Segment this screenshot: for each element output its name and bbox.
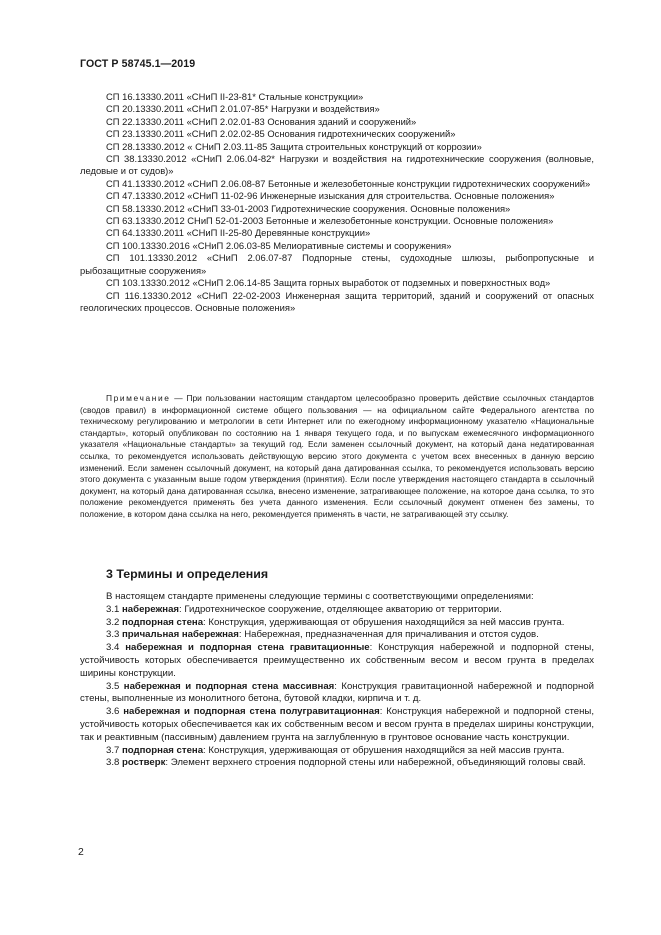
- term-number: 3.6: [106, 706, 120, 718]
- term-number: 3.8: [106, 757, 120, 769]
- reference-item: СП 28.13330.2012 « СНиП 2.03.11-85 Защита строительных конструкций от коррозии»: [106, 140, 482, 152]
- note-paragraph: [80, 393, 594, 521]
- term-number: 3.7: [106, 744, 120, 756]
- term-name: набережная: [122, 603, 180, 615]
- reference-item: СП 38.13330.2012 «СНиП 2.06.04-82* Нагрузки и воздействия на гидротехнические сооружения (волновые, ледовые и от судов)»: [80, 153, 594, 177]
- references-list: [80, 91, 594, 314]
- term-item: [80, 642, 594, 680]
- term-item: [80, 604, 594, 617]
- term-name: подпорная стена: [122, 616, 204, 628]
- reference-item: СП 103.13330.2012 «СНиП 2.06.14-85 Защита горных выработок от подземных и поверхностных вод»: [106, 277, 551, 289]
- term-number: 3.5: [106, 680, 120, 692]
- term-number: 3.3: [106, 629, 120, 641]
- term-name: набережная и подпорная стена гравитационные: [125, 642, 370, 654]
- term-definition: : Набережная, предназначенная для причаливания и отстоя судов.: [238, 629, 539, 641]
- term-item: [80, 745, 594, 758]
- reference-item: СП 116.13330.2012 «СНиП 22-02-2003 Инженерная защита территорий, зданий и сооружений от опасных геологических процессов. Основные положения»: [80, 289, 594, 313]
- reference-item: СП 63.13330.2012 СНиП 52-01-2003 Бетонные и железобетонные конструкции. Основные положения»: [106, 215, 554, 227]
- term-definition: : Гидротехническое сооружение, отделяющее акваторию от территории.: [179, 603, 502, 615]
- term-item: [80, 757, 594, 770]
- reference-item: СП 22.13330.2011 «СНиП 2.02.01-83 Основания зданий и сооружений»: [106, 115, 417, 127]
- reference-item: СП 23.13330.2011 «СНиП 2.02.02-85 Основания гидротехнических сооружений»: [106, 128, 456, 140]
- page-number: 2: [78, 847, 84, 858]
- reference-item: СП 64.13330.2011 «СНиП II-25-80 Деревянные конструкции»: [106, 227, 371, 239]
- term-item: [80, 681, 594, 707]
- section-title: 3 Термины и определения: [106, 567, 269, 581]
- term-name: ростверк: [122, 757, 166, 769]
- note-text: — При пользовании настоящим стандартом целесообразно проверить действие ссылочных стандартов (сводов правил) в информационной системе общего пользования — на официальном сайте Федерального агентства по техническому регулированию и метрологии в сети Интернет или по ежегодному информационному указателю «Национальные стандарты», который опубликован по состоянию на 1 января текущего года, и по выпускам ежемесячного информационного указателя «Национальные стандарты» за текущий год. Если заменен ссылочный документ, на который дана недатированная ссылка, то рекомендуется использовать действующую версию этого документа с учетом всех внесенных в данную версию изменений. Если заменен ссылочный документ, на который дана датированная ссылка, то рекомендуется использовать версию этого документа с указанным выше годом утверждения (принятия). Если после утверждения настоящего стандарта в ссылочный документ, на который дана датированная ссылка, внесено изменение, затрагивающее положение, на которое дана ссылка, то это положение рекомендуется применять без учета данного изменения. Если ссылочный документ отменен без замены, то положение, в котором дана ссылка на него, рекомендуется применять в части, не затрагивающей эту ссылку.: [80, 393, 594, 519]
- term-name: причальная набережная: [122, 629, 239, 641]
- term-name: набережная и подпорная стена полугравитационная: [123, 706, 380, 718]
- term-item: [80, 706, 594, 744]
- reference-item: СП 100.13330.2016 «СНиП 2.06.03-85 Мелиоративные системы и сооружения»: [106, 239, 452, 251]
- term-definition: : Конструкция, удерживающая от обрушения находящийся за ней массив грунта.: [203, 616, 565, 628]
- reference-item: СП 101.13330.2012 «СНиП 2.06.07-87 Подпорные стены, судоходные шлюзы, рыбопропускные и рыбозащитные сооружения»: [80, 252, 594, 276]
- terms-list: [80, 591, 594, 770]
- section-intro: В настоящем стандарте применены следующие термины с соответствующими определениями:: [106, 591, 534, 602]
- term-definition: : Конструкция набережной и подпорной стены, устойчивость которых обеспечивается как их собственным весом и весом грунта в пределах ширины конструкции, так и реактивным (пассивным) давлением грунта на заглубленную в грунтовое основание часть конструкции.: [80, 706, 594, 743]
- term-item: [80, 617, 594, 630]
- reference-item: СП 41.13330.2012 «СНиП 2.06.08-87 Бетонные и железобетонные конструкции гидротехнических сооружений»: [106, 177, 591, 189]
- document-header: ГОСТ Р 58745.1—2019: [80, 58, 196, 70]
- term-definition: : Конструкция, удерживающая от обрушения находящийся за ней массив грунта.: [203, 744, 565, 756]
- reference-item: СП 20.13330.2011 «СНиП 2.01.07-85* Нагрузки и воздействия»: [106, 103, 380, 115]
- term-number: 3.2: [106, 616, 120, 628]
- term-number: 3.4: [106, 642, 120, 654]
- term-definition: : Элемент верхнего строения подпорной стены или набережной, объединяющий головы свай.: [165, 757, 586, 769]
- note-label: Примечание: [106, 393, 171, 403]
- term-definition: : Конструкция набережной и подпорной стены, устойчивость которых обеспечивается преимущественно их собственным весом и весом грунта в пределах ширины конструкции.: [80, 642, 594, 679]
- term-item: [80, 629, 594, 642]
- term-number: 3.1: [106, 603, 120, 615]
- term-definition: : Конструкция гравитационной набережной и подпорной стены, выполненные из монолитного бетона, бутовой кладки, кирпича и т. д.: [80, 680, 594, 705]
- reference-item: СП 58.13330.2012 «СНиП 33-01-2003 Гидротехнические сооружения. Основные положения»: [106, 202, 511, 214]
- reference-item: СП 47.13330.2012 «СНиП 11-02-96 Инженерные изыскания для строительства. Основные положения»: [106, 190, 555, 202]
- term-name: набережная и подпорная стена массивная: [123, 680, 335, 692]
- term-name: подпорная стена: [122, 744, 204, 756]
- reference-item: СП 16.13330.2011 «СНиП II-23-81* Стальные конструкции»: [106, 91, 364, 102]
